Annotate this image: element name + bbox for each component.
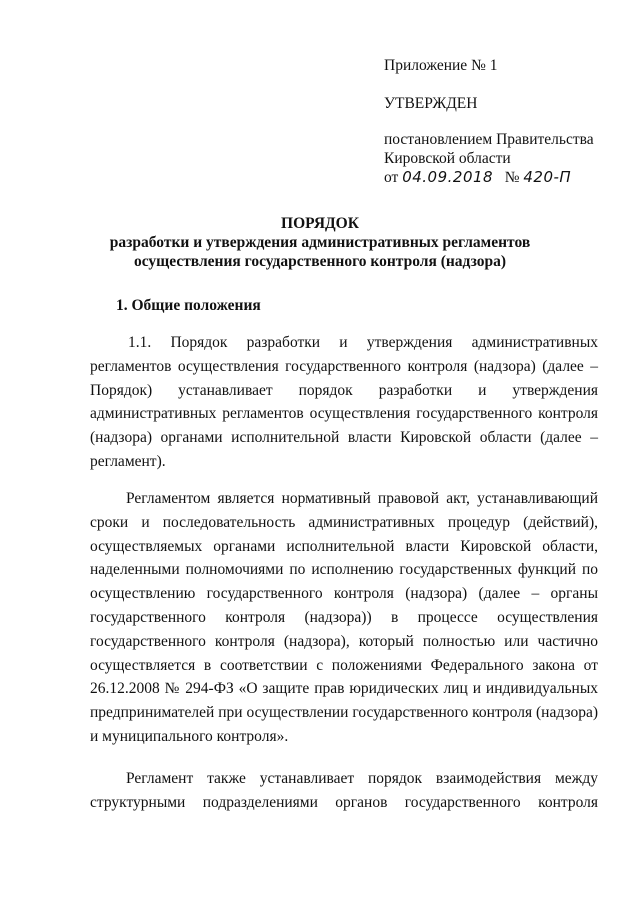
- title-line-3: осуществления государственного контроля (надзора): [133, 253, 506, 270]
- number-prefix: №: [504, 169, 520, 186]
- paragraph-text: Регламент также устанавливает порядок взаимодействия между структурными подразделениями органов государственного контроля: [90, 770, 598, 811]
- decree-line-2: Кировской области: [384, 149, 511, 167]
- paragraph-text: 1.1. Порядок разработки и утверждения административных регламентов осуществления государственного контроля (надзора) (далее – Порядок) устанавливает порядок разработки и утверждения административных регламентов осуществления государственного контроля (надзора) органами исполнительной власти Кировской области (далее – регламент).: [90, 334, 598, 470]
- handwritten-date: 04.09.2018: [402, 168, 494, 186]
- section-heading: 1. Общие положения: [116, 297, 261, 314]
- title-line-2: разработки и утверждения административных регламентов: [109, 234, 531, 251]
- handwritten-number: 420-П: [523, 168, 572, 186]
- date-prefix: от: [384, 169, 399, 186]
- paragraph-regulation-definition: [90, 487, 598, 749]
- paragraph-text: Регламентом является нормативный правовой акт, устанавливающий сроки и последовательность административных процедур (действий), осуществляемых органами исполнительной власти Кировской области, наделенными полномочиями по исполнению государственных функций по осуществлению государственного контроля (надзора) (далее – органы государственного контроля (надзора)) в процессе осуществления государственного контроля (надзора), который полностью или частично осуществляется в соответствии с положениями Федерального закона от 26.12.2008 № 294-ФЗ «О защите прав юридических лиц и индивидуальных предпринимателей при осуществлении государственного контроля (надзора) и муниципального контроля».: [90, 490, 598, 745]
- paragraph-interaction: [90, 767, 598, 815]
- decree-date-line: [384, 168, 624, 188]
- document-title: [90, 214, 550, 271]
- appendix-number: Приложение № 1: [384, 57, 498, 74]
- decree-line-1: постановлением Правительства: [384, 131, 594, 148]
- paragraph-1-1: [90, 331, 598, 474]
- decree-reference: [384, 131, 624, 188]
- title-main: ПОРЯДОК: [281, 215, 359, 232]
- approved-label: УТВЕРЖДЕН: [384, 95, 478, 112]
